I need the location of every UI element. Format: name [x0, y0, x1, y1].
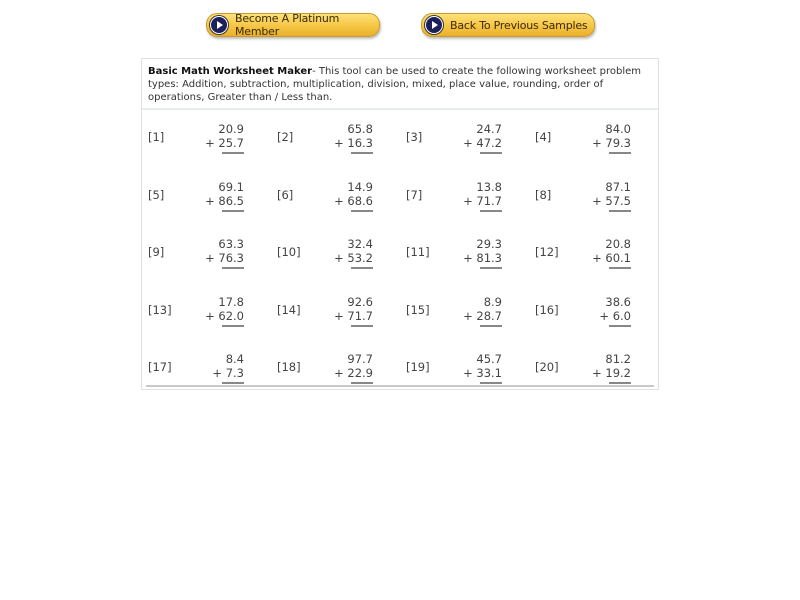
problem-number: [11] [406, 245, 430, 259]
problem-number: [4] [535, 130, 552, 144]
problem-stack [458, 352, 506, 384]
problem-stack [587, 352, 635, 384]
problem-number: [14] [277, 303, 301, 317]
button-label: Back To Previous Samples [450, 18, 588, 32]
problem-number: [17] [148, 360, 172, 374]
bottom-operand: 62.0 [218, 309, 244, 323]
problem-stack [329, 352, 377, 384]
answer-underline [480, 267, 502, 269]
plus-operator: + [592, 136, 602, 150]
answer-underline [351, 210, 373, 212]
problem-stack [329, 180, 377, 212]
plus-operator: + [205, 309, 215, 323]
top-operand: 13.8 [476, 180, 502, 194]
bottom-operand: 79.3 [605, 136, 631, 150]
problem-stack [458, 122, 506, 154]
bottom-operand: 7.3 [225, 366, 244, 380]
problem-number: [16] [535, 303, 559, 317]
problem-number: [13] [148, 303, 172, 317]
plus-operator: + [334, 136, 344, 150]
top-operand: 17.8 [218, 295, 244, 309]
bottom-operand: 76.3 [218, 251, 244, 265]
problem-stack [458, 180, 506, 212]
problem-stack [329, 122, 377, 154]
answer-underline [222, 325, 244, 327]
plus-operator: + [463, 251, 473, 265]
play-circle-icon [425, 16, 443, 34]
plus-operator: + [205, 194, 215, 208]
bottom-operand: 71.7 [347, 309, 373, 323]
problem-number: [18] [277, 360, 301, 374]
worksheet-panel [141, 58, 659, 390]
top-operand: 20.8 [605, 237, 631, 251]
plus-operator: + [334, 194, 344, 208]
problem-stack [200, 352, 248, 384]
play-circle-icon [210, 16, 228, 34]
answer-underline [480, 210, 502, 212]
plus-operator: + [592, 194, 602, 208]
problem-number: [6] [277, 188, 294, 202]
plus-operator: + [205, 251, 215, 265]
plus-operator: + [592, 251, 602, 265]
problem-stack [458, 237, 506, 269]
problem-number: [2] [277, 130, 294, 144]
problem-stack [200, 180, 248, 212]
problem-number: [12] [535, 245, 559, 259]
answer-underline [222, 210, 244, 212]
bottom-operand: 71.7 [476, 194, 502, 208]
back-to-previous-samples-button[interactable] [421, 13, 595, 37]
plus-operator: + [463, 136, 473, 150]
top-operand: 65.8 [347, 122, 373, 136]
bottom-operand: 81.3 [476, 251, 502, 265]
top-operand: 8.9 [483, 295, 502, 309]
top-operand: 29.3 [476, 237, 502, 251]
answer-underline [222, 152, 244, 154]
worksheet-title: Basic Math Worksheet Maker [148, 66, 313, 77]
answer-underline [480, 325, 502, 327]
plus-operator: + [334, 366, 344, 380]
plus-operator: + [592, 366, 602, 380]
answer-underline [609, 152, 631, 154]
answer-underline [351, 382, 373, 384]
top-operand: 92.6 [347, 295, 373, 309]
worksheet-description [142, 59, 658, 110]
problem-stack [329, 237, 377, 269]
answer-underline [351, 325, 373, 327]
bottom-operand: 57.5 [605, 194, 631, 208]
problem-number: [1] [148, 130, 165, 144]
answer-underline [609, 210, 631, 212]
problem-stack [200, 122, 248, 154]
problem-number: [3] [406, 130, 423, 144]
top-operand: 14.9 [347, 180, 373, 194]
answer-underline [480, 152, 502, 154]
problem-number: [7] [406, 188, 423, 202]
problem-number: [15] [406, 303, 430, 317]
plus-operator: + [334, 251, 344, 265]
problem-stack [587, 122, 635, 154]
answer-underline [351, 267, 373, 269]
problem-number: [10] [277, 245, 301, 259]
top-operand: 81.2 [605, 352, 631, 366]
problem-stack [587, 295, 635, 327]
plus-operator: + [463, 366, 473, 380]
top-operand: 20.9 [218, 122, 244, 136]
top-operand: 24.7 [476, 122, 502, 136]
top-operand: 45.7 [476, 352, 502, 366]
bottom-operand: 28.7 [476, 309, 502, 323]
bottom-operand: 47.2 [476, 136, 502, 150]
problem-stack [200, 237, 248, 269]
problem-number: [19] [406, 360, 430, 374]
bottom-operand: 6.0 [612, 309, 631, 323]
top-operand: 84.0 [605, 122, 631, 136]
problem-number: [20] [535, 360, 559, 374]
problem-stack [329, 295, 377, 327]
plus-operator: + [599, 309, 610, 323]
answer-underline [480, 382, 502, 384]
problem-number: [9] [148, 245, 165, 259]
plus-operator: + [205, 136, 215, 150]
become-platinum-member-button[interactable] [206, 13, 380, 37]
problem-stack [458, 295, 506, 327]
top-operand: 69.1 [218, 180, 244, 194]
answer-underline [222, 382, 244, 384]
bottom-operand: 25.7 [218, 136, 244, 150]
answer-underline [222, 267, 244, 269]
problem-number: [5] [148, 188, 165, 202]
bottom-operand: 86.5 [218, 194, 244, 208]
problem-number: [8] [535, 188, 552, 202]
top-operand: 8.4 [225, 352, 244, 366]
bottom-operand: 19.2 [605, 366, 631, 380]
plus-operator: + [212, 366, 223, 380]
answer-underline [609, 267, 631, 269]
top-operand: 32.4 [347, 237, 373, 251]
bottom-operand: 68.6 [347, 194, 373, 208]
problem-stack [200, 295, 248, 327]
worksheet-description-text: - This tool can be used to create the following worksheet problem types: Addition, subtraction, multiplication, division, mixed, place value, rounding, order of operations, Greater than / Less than. [148, 66, 642, 103]
answer-underline [351, 152, 373, 154]
top-operand: 87.1 [605, 180, 631, 194]
top-operand: 97.7 [347, 352, 373, 366]
plus-operator: + [334, 309, 344, 323]
button-label: Become A Platinum Member [235, 12, 340, 38]
top-operand: 38.6 [605, 295, 631, 309]
bottom-operand: 22.9 [347, 366, 373, 380]
problem-stack [587, 180, 635, 212]
answer-underline [609, 325, 631, 327]
bottom-divider [146, 385, 654, 387]
bottom-operand: 60.1 [605, 251, 631, 265]
top-operand: 63.3 [218, 237, 244, 251]
plus-operator: + [463, 309, 473, 323]
problem-stack [587, 237, 635, 269]
bottom-operand: 53.2 [347, 251, 373, 265]
bottom-operand: 33.1 [476, 366, 502, 380]
plus-operator: + [463, 194, 473, 208]
answer-underline [609, 382, 631, 384]
bottom-operand: 16.3 [347, 136, 373, 150]
